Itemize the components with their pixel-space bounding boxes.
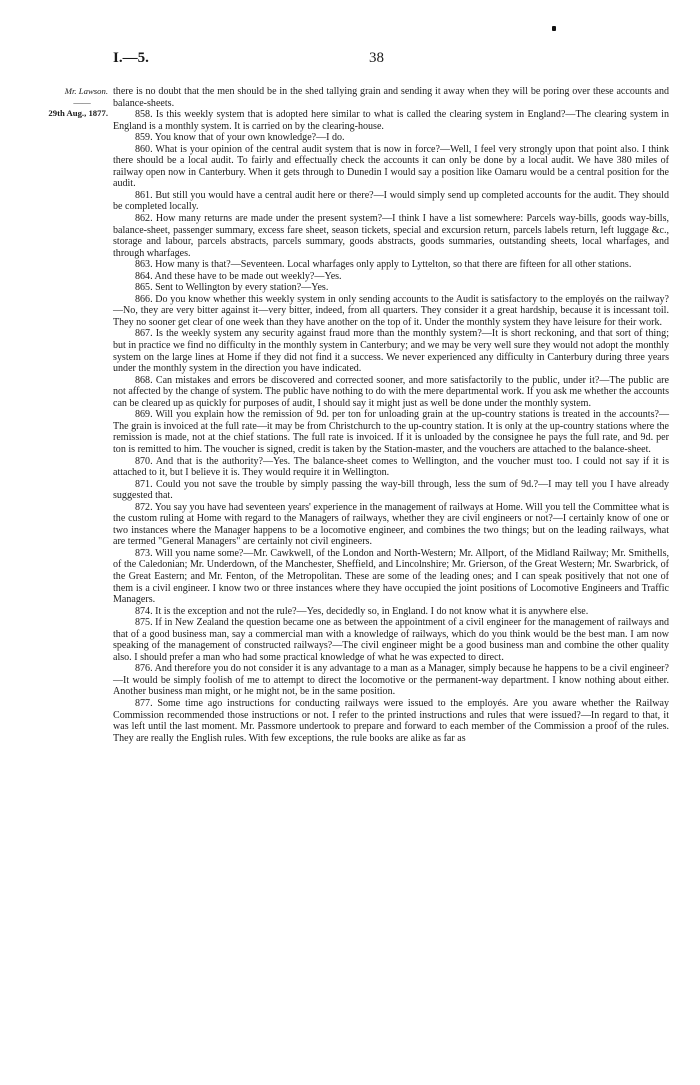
margin-speaker: Mr. Lawson. xyxy=(64,86,108,96)
paragraph: 877. Some time ago instructions for conducting railways were issued to the employés. Are you aware whether the Railway Commission recommended those instructions or not. I refer to the printed instructions and rules that were issued?—In regard to that, it was left until the last moment. Mr. Passmore undertook to prepare and forward to each member of the Commission a proof of the rules. They are really the English rules. With few exceptions, the rule books are alike as far as xyxy=(113,697,669,744)
margin-date: 29th Aug., 1877. xyxy=(48,108,108,119)
paragraph: 861. But still you would have a central audit here or there?—I would simply send up completed accounts for the audit. They should be completed locally. xyxy=(113,189,669,213)
body-text xyxy=(113,86,669,744)
paragraph: 874. It is the exception and not the rule?—Yes, decidedly so, in England. I do not know what it is anywhere else. xyxy=(135,605,589,617)
paragraph: 872. You say you have had seventeen years' experience in the management of railways at Home. Will you tell the Committee what is the custom ruling at Home with regard to the Managers of railways, whether they are civil engineers or not?—I certainly know of one or two instances where the Manager happens to be a locomotive engineer, and combines the two things; but on the leading railways, what are termed "General Managers" are certainly not civil engineers. xyxy=(113,501,669,548)
paragraph: there is no doubt that the men should be in the shed tallying grain and sending it away when they will be poring over these accounts and balance-sheets. xyxy=(113,86,669,109)
paragraph: 860. What is your opinion of the central audit system that is now in force?—Well, I feel very strongly upon that point also. I think there should be a local audit. To fairly and effectually check the accounts it can only be done by a local audit. We have 380 miles of railway open now in Canterbury. When it gets through to Dunedin I would say a position like Oamaru would be a central position for the audit. xyxy=(113,143,669,190)
paragraph: 871. Could you not save the trouble by simply passing the way-bill through, less the sum of 9d.?—I may tell you I have already suggested that. xyxy=(113,478,669,502)
page-speck xyxy=(552,26,556,31)
paragraph: 873. Will you name some?—Mr. Cawkwell, of the London and North-Western; Mr. Allport, of the Midland Railway; Mr. Smithells, of the Caledonian; Mr. Underdown, of the Manchester, Sheffield, and Lincolnshire; Mr. Grierson, of the Great Western; Mr. Swarbrick, of the Great Eastern; and Mr. Fenton, of the Metropolitan. These are some of the leading ones; and I can speak positively that not one of them is a civil engineer. I know two or three instances where they have occupied the joint positions of Locomotive Engineers and Traffic Managers. xyxy=(113,547,669,606)
page-id: I.—5. xyxy=(113,50,149,66)
paragraph: 876. And therefore you do not consider it is any advantage to a man as a Manager, simply because he happens to be a civil engineer?—It would be simply foolish of me to attempt to direct the locomotive or the permanent-way department. I know nothing about either. Another business man might, or he might not, be in the same position. xyxy=(113,663,669,698)
paragraph: 875. If in New Zealand the question became one as between the appointment of a civil engineer for the management of railways and that of a good business man, say a commercial man with a knowledge of railways, which do you think would be the best man. I am now speaking of the management of constructed railways?—The civil engineer might be a good business man and combine the other quality also. I should prefer a man who had some practical knowledge of what he was expected to direct. xyxy=(113,617,669,663)
paragraph: 866. Do you know whether this weekly system in only sending accounts to the Audit is satisfactory to the employés on the railway?—No, they are very bitter against it—very bitter, indeed, from all quarters. They consider it a great hardship, because it is incessant toil. They no sooner get clear of one week than they have another on the top of it. Under the monthly system they have leisure for their work. xyxy=(113,293,669,328)
paragraph: 870. And that is the authority?—Yes. The balance-sheet comes to Wellington, and the voucher must too. I could not say if it is attached to it, but I believe it is. They would require it in Wellington. xyxy=(113,455,669,479)
paragraph: 865. Sent to Wellington by every station?—Yes. xyxy=(135,282,329,294)
page-header xyxy=(113,50,553,70)
margin-dash: —— xyxy=(73,97,91,108)
paragraph: 863. How many is that?—Seventeen. Local wharfages only apply to Lyttelton, so that there are fifteen for all other stations. xyxy=(135,259,632,271)
margin-notes xyxy=(28,86,108,120)
paragraph: 859. You know that of your own knowledge?—I do. xyxy=(135,132,345,144)
page-number: 38 xyxy=(369,50,384,66)
paragraph: 868. Can mistakes and errors be discovered and corrected sooner, and more satisfactorily to the public, under it?—The public are not affected by the change of system. The public have nothing to do with the mere departmental work. If you ask me whether the accounts can be cleared up as quickly for purposes of audit, I should say it might just as well be done under the monthly system. xyxy=(113,374,669,409)
paragraph: 867. Is the weekly system any security against fraud more than the monthly system?—It is short reckoning, and that sort of thing; but in practice we find no difficulty in the monthly system in Canterbury; and we may be very well sure they would not adopt the monthly system on the large lines at Home if they did not find it a success. We never experienced any difficulty in Canterbury during three years under the monthly system in the direction you have indicated. xyxy=(113,328,669,375)
paragraph: 862. How many returns are made under the present system?—I think I have a list somewhere: Parcels way-bills, goods way-bills, balance-sheet, passenger summary, excess fare sheet, season tickets, special and excursion return, parcels labels return, left luggage &c., storage and labour, parcels abstracts, parcels summary, goods abstracts, goods summaries, outstanding sheets, local wharfages, and through wharfages. xyxy=(113,213,669,259)
paragraph: 864. And these have to be made out weekly?—Yes. xyxy=(135,270,342,282)
paragraph: 869. Will you explain how the remission of 9d. per ton for unloading grain at the up-country stations is treated in the accounts?—The grain is invoiced at the full rate—it may be from Christchurch to the up-country station. It is only at the up-country stations where the remission is made, not at the chief stations. The full rate is invoiced. If it is unloaded by the consignee he pays the full rate, and 9d. per ton is remitted to him. The voucher is signed, credit is taken by the Station-master, and the vouchers are attached to the balance-sheet. xyxy=(113,409,669,455)
paragraph: 858. Is this weekly system that is adopted here similar to what is called the clearing system in England?—The clearing system in England is a monthly system. It is carried on by the clearing-house. xyxy=(113,109,669,132)
